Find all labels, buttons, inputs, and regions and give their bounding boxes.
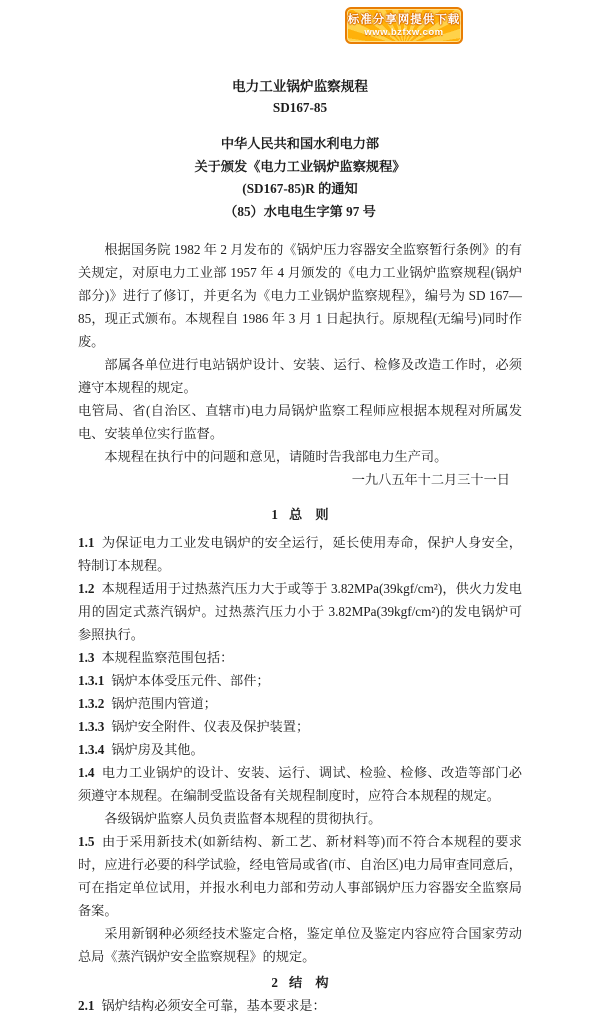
paragraph: 本规程在执行中的问题和意见，请随时告我部电力生产司。 [104, 449, 448, 464]
document-page [78, 0, 522, 1017]
section-general [78, 503, 522, 968]
section-structure [78, 971, 522, 1017]
issue-date: 一九八五年十二月三十一日 [351, 472, 510, 487]
banner-url: www.bzfxw.com [364, 26, 444, 38]
notice-header [78, 133, 522, 223]
notice-line-3: （85）水电电生字第 97 号 [224, 203, 376, 219]
notice-line-1: 关于颁发《电力工业锅炉监察规程》 [194, 158, 406, 174]
paragraph: 根据国务院 1982 年 2 月发布的《锅炉压力容器安全监察暂行条例》的有关规定，对原电力工业部 1957 年 4 月颁发的《电力工业锅炉监察规程(锅炉部分)》进行了修订，并更名为《电力工业锅炉监察规程》，编号为 SD 167—85，现正式颁布。本规程自 1986 年 3 月 1 日起执行。原规程(无编号)同时作废。 [78, 242, 522, 349]
section-title: 结 构 [289, 975, 329, 990]
section-title: 总 则 [289, 507, 329, 522]
clause: 1.2 本规程适用于过热蒸汽压力大于或等于 3.82MPa(39kgf/cm²)，供火力发电用的固定式蒸汽锅炉。过热蒸汽压力小于 3.82MPa(39kgf/cm²)的发电锅炉可参照执行。 [78, 581, 522, 642]
clause: 1.1 为保证电力工业发电锅炉的安全运行，延长使用寿命，保护人身安全，特制订本规程。 [78, 535, 522, 573]
clause: 采用新钢种必须经技术鉴定合格，鉴定单位及鉴定内容应符合国家劳动总局《蒸汽锅炉安全监察规程》的规定。 [78, 926, 522, 964]
notice-line-2: (SD167-85)R 的通知 [242, 181, 358, 196]
clause: 1.3.2 锅炉范围内管道； [78, 696, 217, 711]
section-number: 1 [271, 507, 279, 522]
section-heading [78, 503, 522, 526]
clause: 2.1 锅炉结构必须安全可靠，基本要求是： [78, 998, 326, 1013]
section-heading [78, 971, 522, 994]
clause: 1.4 电力工业锅炉的设计、安装、运行、调试、检验、检修、改造等部门必须遵守本规程。在编制受监设备有关规程制度时，应符合本规程的规定。 [78, 765, 522, 803]
clause: 各级锅炉监察人员负责监督本规程的贯彻执行。 [104, 811, 382, 826]
banner-title: 标准分享网提供下载 [347, 13, 461, 26]
notice-body [78, 238, 522, 491]
clause: 1.3 本规程监察范围包括： [78, 650, 234, 665]
doc-title: 电力工业锅炉监察规程 [232, 79, 368, 94]
clause: 1.3.4 锅炉房及其他。 [78, 742, 204, 757]
issuer-name: 中华人民共和国水利电力部 [220, 136, 380, 151]
doc-number: SD167-85 [272, 100, 328, 115]
paragraph: 部属各单位进行电站锅炉设计、安装、运行、检修及改造工作时，必须遵守本规程的规定。 [78, 357, 522, 395]
clause: 1.5 由于采用新技术(如新结构、新工艺、新材料等)而不符合本规程的要求时，应进行必要的科学试验，经电管局或省(市、自治区)电力局审查同意后，可在指定单位试用，并报水利电力部和劳动人事部锅炉压力容器安全监察局备案。 [78, 834, 522, 918]
paragraph: 电管局、省(自治区、直辖市)电力局锅炉监察工程师应根据本规程对所属发电、安装单位实行监督。 [78, 403, 522, 441]
section-number: 2 [271, 975, 279, 990]
clause: 1.3.3 锅炉安全附件、仪表及保护装置； [78, 719, 310, 734]
clause: 1.3.1 锅炉本体受压元件、部件； [78, 673, 270, 688]
